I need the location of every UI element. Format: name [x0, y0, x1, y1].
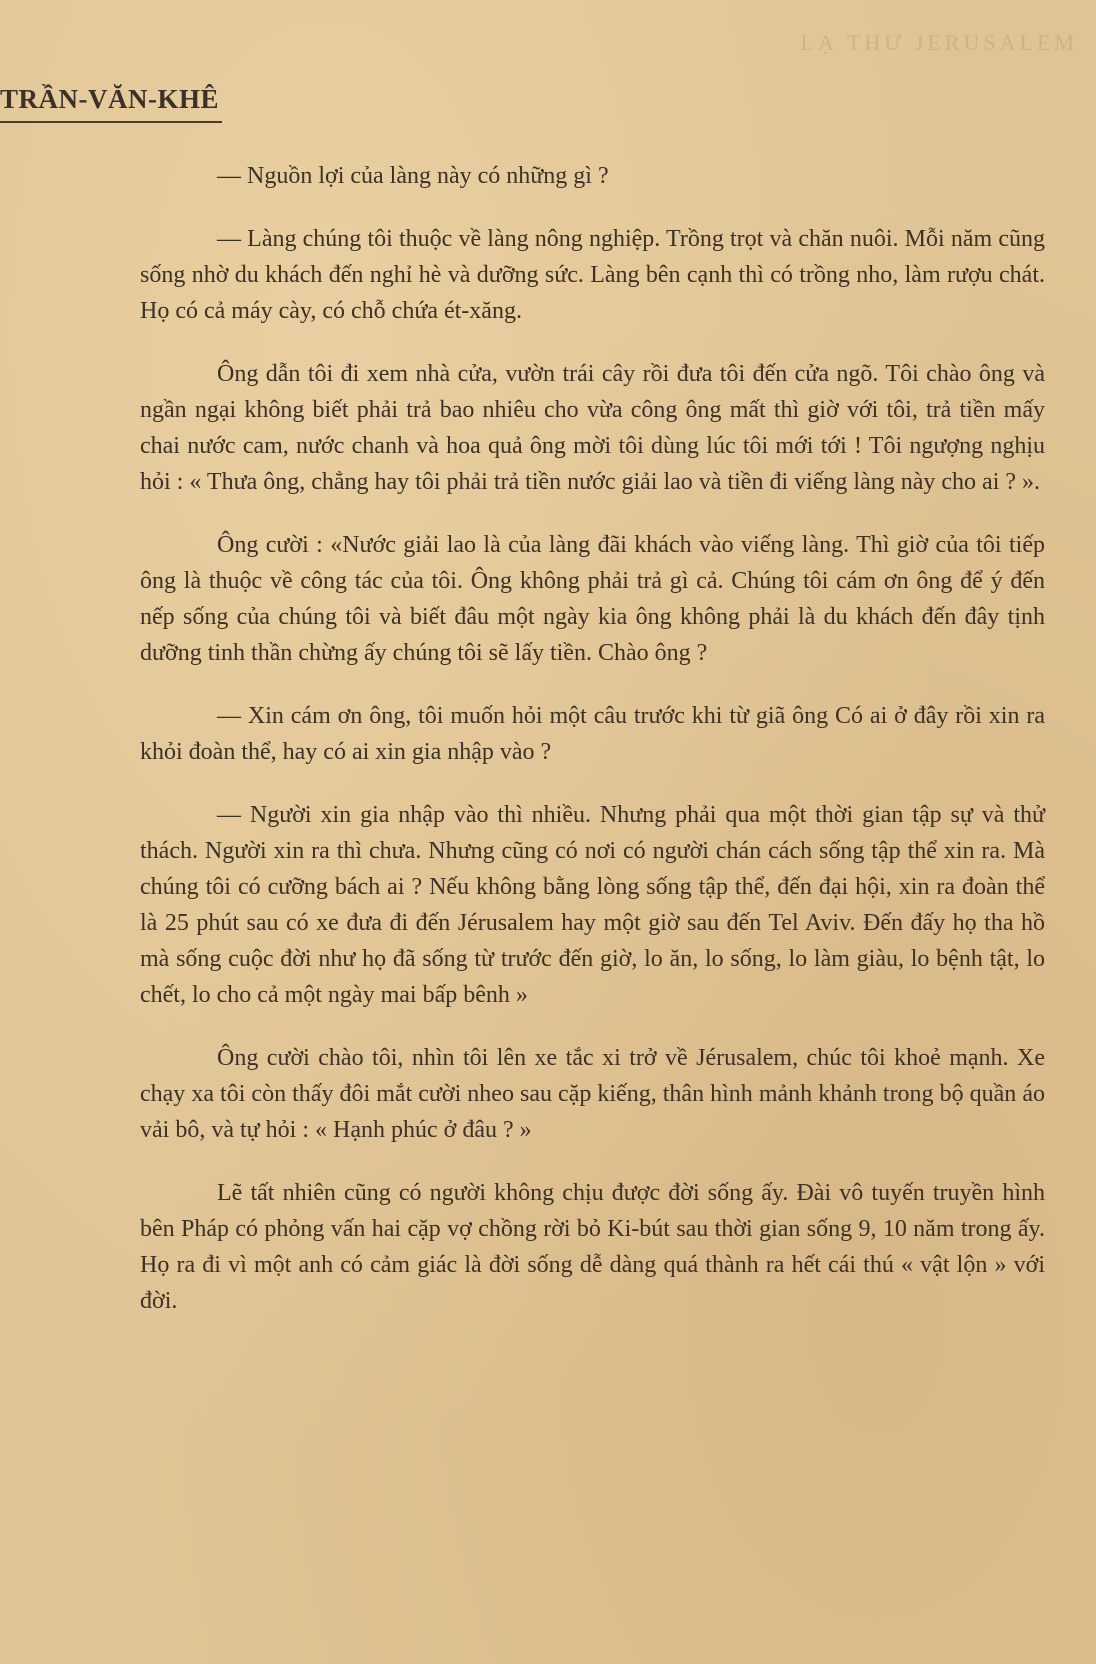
- paragraph-smile: Ông cười : «Nước giải lao là của làng đãi khách vào viếng làng. Thì giờ của tôi tiếp ông là thuộc về công tác của tôi. Ông không phải trả gì cả. Chúng tôi cám ơn ông để ý đến nếp sống của chúng tôi và biết đâu một ngày kia ông không phải là du khách đến đây tịnh dưỡng tinh thần chừng ấy chúng tôi sẽ lấy tiền. Chào ông ?: [140, 532, 1045, 666]
- running-head-author: TRẦN-VĂN-KHÊ: [0, 84, 222, 123]
- paragraph-village-answer: — Làng chúng tôi thuộc về làng nông nghiệp. Trồng trọt và chăn nuôi. Mỗi năm cũng sống nhờ du khách đến nghỉ hè và dưỡng sức. Làng bên cạnh thì có trồng nho, làm rượu chát. Họ có cả máy cày, có chỗ chứa ét-xăng.: [140, 226, 1045, 324]
- paragraph-visit: Ông dẫn tôi đi xem nhà cửa, vườn trái cây rồi đưa tôi đến cửa ngõ. Tôi chào ông và ngần ngại không biết phải trả bao nhiêu cho vừa công ông mất thì giờ với tôi, trả tiền mấy chai nước cam, nước chanh và hoa quả ông mời tôi dùng lúc tôi mới tới ! Tôi ngượng nghịu hỏi : « Thưa ông, chẳng hay tôi phải trả tiền nước giải lao và tiền đi viếng làng này cho ai ? ».: [140, 361, 1045, 495]
- paragraph-question: — Nguồn lợi của làng này có những gì ?: [217, 163, 609, 189]
- paragraph-leavers: Lẽ tất nhiên cũng có người không chịu được đời sống ấy. Đài vô tuyến truyền hình bên Pháp có phỏng vấn hai cặp vợ chồng rời bỏ Ki-bút sau thời gian sống 9, 10 năm trong ấy. Họ ra đi vì một anh có cảm giác là đời sống dễ dàng quá thành ra hết cái thú « vật lộn » với đời.: [140, 1180, 1045, 1314]
- paragraph-membership: — Người xin gia nhập vào thì nhiều. Nhưng phải qua một thời gian tập sự và thử thách. Người xin ra thì chưa. Nhưng cũng có nơi có người chán cách sống tập thể xin ra. Mà chúng tôi có cưỡng bách ai ? Nếu không bằng lòng sống tập thể, đến đại hội, xin ra đoàn thể là 25 phút sau có xe đưa đi đến Jérusalem hay một giờ sau đến Tel Aviv. Đến đấy họ tha hồ mà sống cuộc đời như họ đã sống từ trước đến giờ, lo ăn, lo sống, lo làm giàu, lo bệnh tật, lo chết, lo cho cả một ngày mai bấp bênh »: [140, 802, 1045, 1008]
- body-text: [140, 158, 1045, 1319]
- paragraph-farewell: Ông cười chào tôi, nhìn tôi lên xe tắc xi trở về Jérusalem, chúc tôi khoẻ mạnh. Xe chạy xa tôi còn thấy đôi mắt cười nheo sau cặp kiếng, thân hình mảnh khảnh trong bộ quần áo vải bô, và tự hỏi : « Hạnh phúc ở đâu ? »: [140, 1045, 1045, 1143]
- faded-header: LẠ THƯ JERUSALEM: [800, 30, 1078, 55]
- paragraph-last-question: — Xin cám ơn ông, tôi muốn hỏi một câu trước khi từ giã ông Có ai ở đây rồi xin ra khỏi đoàn thể, hay có ai xin gia nhập vào ?: [140, 703, 1045, 765]
